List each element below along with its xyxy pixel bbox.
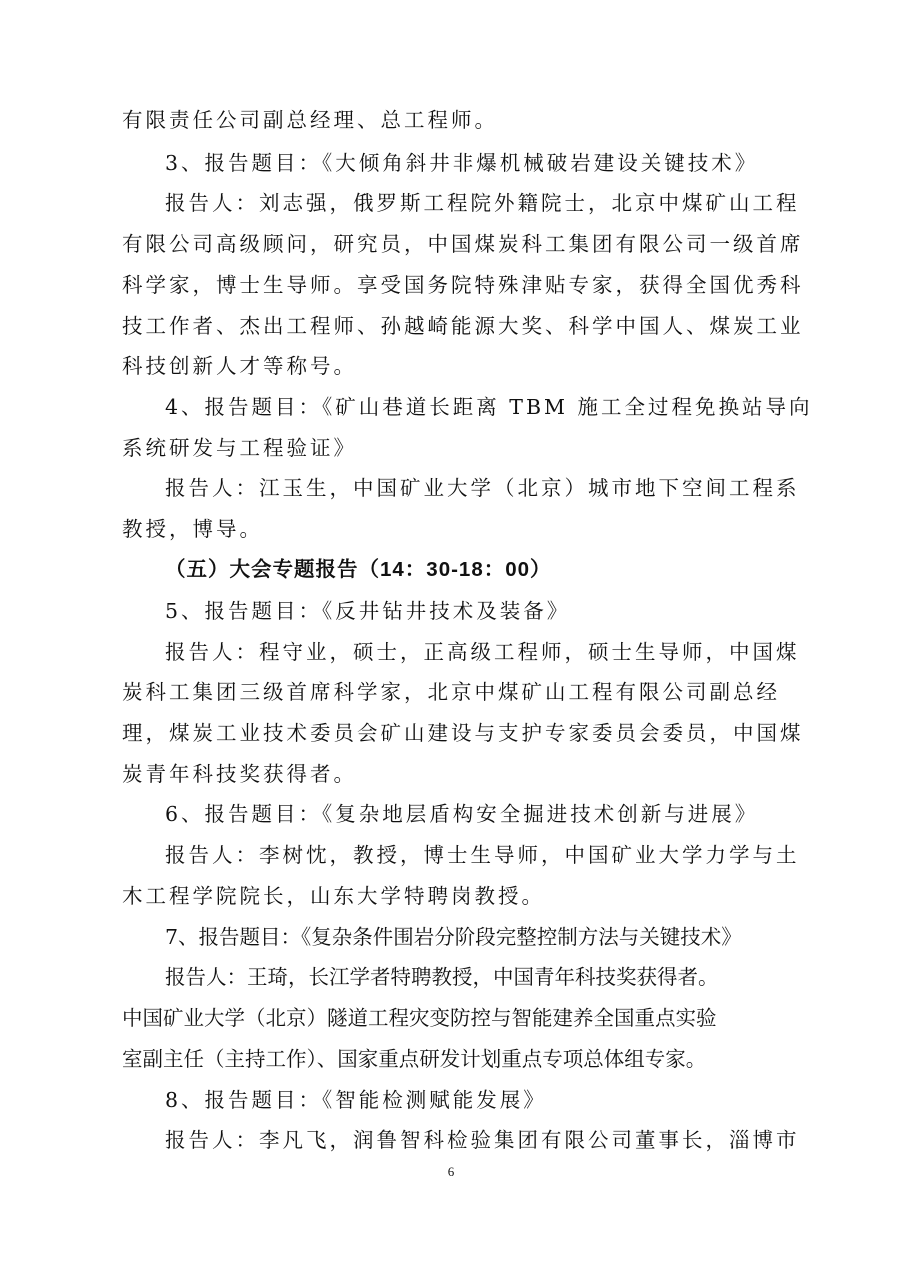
report-title-6: 6、报告题目：《复杂地层盾构安全掘进技术创新与进展》 [165,802,759,826]
paragraph-line: 有限公司高级顾问，研究员，中国煤炭科工集团有限公司一级首席 [122,232,804,256]
paragraph-line: 炭科工集团三级首席科学家，北京中煤矿山工程有限公司副总经 [122,680,780,704]
reporter-line: 报告人：刘志强，俄罗斯工程院外籍院士，北京中煤矿山工程 [165,191,800,215]
paragraph-line: 系统研发与工程验证》 [122,436,357,460]
report-title-3: 3、报告题目：《大倾角斜井非爆机械破岩建设关键技术》 [165,151,759,175]
reporter-line: 报告人：江玉生，中国矿业大学（北京）城市地下空间工程系 [165,476,800,500]
paragraph-line: 中国矿业大学（北京）隧道工程灾变防控与智能建养全国重点实验 [122,1006,717,1030]
paragraph-line: 炭青年科技奖获得者。 [122,762,357,786]
paragraph-line: 室副主任（主持工作）、国家重点研发计划重点专项总体组专家。 [122,1047,707,1071]
paragraph-line: 科学家，博士生导师。享受国务院特殊津贴专家，获得全国优秀科 [122,273,804,297]
reporter-line: 报告人：李树忱，教授，博士生导师，中国矿业大学力学与土 [165,843,800,867]
paragraph-line: 教授，博导。 [122,517,263,541]
page-number: 6 [447,1164,455,1179]
report-title-8: 8、报告题目：《智能检测赋能发展》 [165,1088,547,1112]
paragraph-line: 木工程学院院长，山东大学特聘岗教授。 [122,884,545,908]
reporter-line: 报告人：李凡飞，润鲁智科检验集团有限公司董事长，淄博市 [165,1128,800,1152]
paragraph-line: 理，煤炭工业技术委员会矿山建设与支护专家委员会委员，中国煤 [122,721,804,745]
paragraph-line: 科技创新人才等称号。 [122,354,357,378]
report-title-4: 4、报告题目：《矿山巷道长距离 TBM 施工全过程免换站导向 [165,395,813,419]
paragraph-line: 技工作者、杰出工程师、孙越崎能源大奖、科学中国人、煤炭工业 [122,314,804,338]
paragraph-line: 有限责任公司副总经理、总工程师。 [122,108,498,132]
reporter-line: 报告人：王琦，长江学者特聘教授，中国青年科技奖获得者。 [165,965,719,989]
reporter-line: 报告人：程守业，硕士，正高级工程师，硕士生导师，中国煤 [165,640,800,664]
section-heading: （五）大会专题报告（14：30-18：00） [165,558,552,581]
report-title-7: 7、报告题目：《复杂条件围岩分阶段完整控制方法与关键技术》 [165,925,742,949]
report-title-5: 5、报告题目：《反井钻井技术及装备》 [165,599,571,623]
